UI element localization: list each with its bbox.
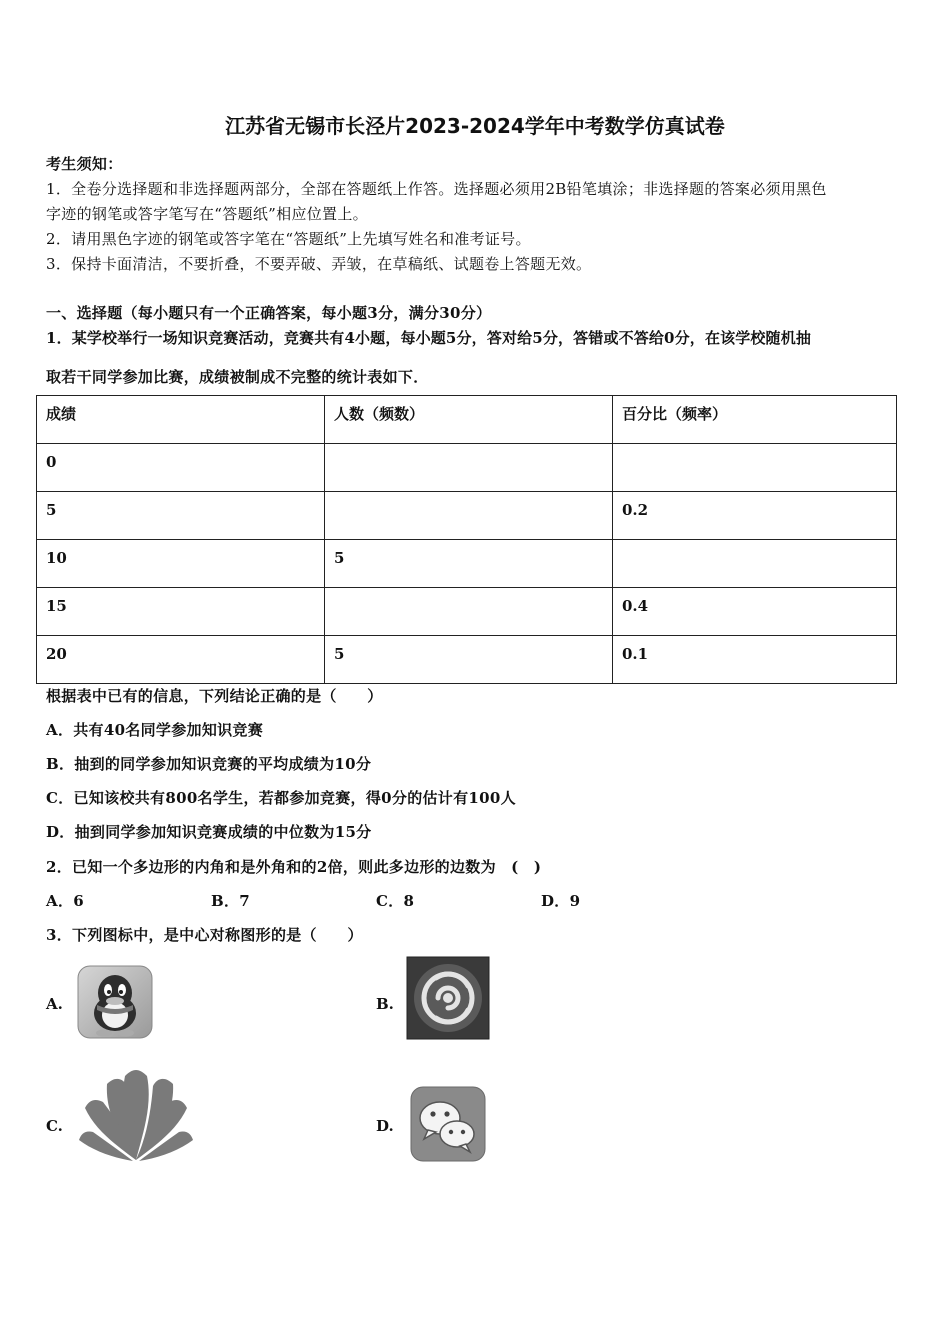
table-cell: 10 — [37, 540, 325, 588]
table-header-cell: 成绩 — [37, 396, 325, 444]
question-3-label-b: B. — [376, 995, 394, 1013]
table-cell — [325, 588, 613, 636]
question-1-option-b: B．抽到的同学参加知识竞赛的平均成绩为10分 — [46, 755, 372, 773]
question-2-option-b: B．7 — [211, 892, 251, 910]
section-heading: 一、选择题（每小题只有一个正确答案，每小题3分，满分30分） — [46, 304, 492, 322]
table-header-row — [37, 396, 897, 444]
table-cell — [613, 540, 897, 588]
question-1-stem-line-2: 取若干同学参加比赛，成绩被制成不完整的统计表如下． — [46, 368, 429, 386]
table-cell — [325, 492, 613, 540]
table-cell — [613, 444, 897, 492]
table-cell: 0.4 — [613, 588, 897, 636]
table-header-cell: 百分比（频率） — [613, 396, 897, 444]
notice-item-3: 3．保持卡面清洁，不要折叠，不要弄破、弄皱，在草稿纸、试题卷上答题无效。 — [46, 255, 592, 273]
table-row — [37, 492, 897, 540]
penguin-icon — [77, 965, 153, 1043]
chat-bubbles-icon — [410, 1086, 486, 1166]
question-1-option-d: D．抽到同学参加知识竞赛成绩的中位数为15分 — [46, 823, 372, 841]
table-header-cell: 人数（频数） — [325, 396, 613, 444]
table-cell: 5 — [325, 636, 613, 684]
table-row — [37, 444, 897, 492]
question-3-label-c: C. — [46, 1117, 63, 1135]
swirl-icon — [406, 956, 490, 1044]
page-title: 江苏省无锡市长泾片2023-2024学年中考数学仿真试卷 — [225, 114, 725, 138]
notice-item-1-line-2: 字迹的钢笔或答字笔写在“答题纸”相应位置上。 — [46, 205, 368, 223]
table-row — [37, 636, 897, 684]
question-1-prompt: 根据表中已有的信息，下列结论正确的是（ ） — [46, 687, 383, 705]
table-cell: 15 — [37, 588, 325, 636]
table-cell: 0.2 — [613, 492, 897, 540]
table-cell: 5 — [325, 540, 613, 588]
question-1-option-a: A．共有40名同学参加知识竞赛 — [46, 721, 264, 739]
table-cell: 0 — [37, 444, 325, 492]
question-3-label-d: D. — [376, 1117, 394, 1135]
question-1-stem-line-1: 1．某学校举行一场知识竞赛活动，竞赛共有4小题，每小题5分，答对给5分，答错或不答给0分，在该学校随机抽 — [46, 329, 811, 347]
question-2-option-c: C．8 — [376, 892, 415, 910]
question-1-option-c: C．已知该校共有800名学生，若都参加竞赛，得0分的估计有100人 — [46, 789, 516, 807]
question-2-option-a: A．6 — [46, 892, 84, 910]
table-row — [37, 588, 897, 636]
question-2-stem: 2．已知一个多边形的内角和是外角和的2倍，则此多边形的边数为 ( ) — [46, 858, 542, 876]
score-table — [36, 395, 897, 684]
question-3-label-a: A. — [46, 995, 63, 1013]
notice-heading: 考生须知： — [46, 155, 123, 173]
question-2-option-d: D．9 — [541, 892, 581, 910]
table-cell: 20 — [37, 636, 325, 684]
table-row — [37, 540, 897, 588]
flower-petals-icon — [75, 1066, 197, 1166]
table-cell — [325, 444, 613, 492]
table-cell: 5 — [37, 492, 325, 540]
notice-item-1-line-1: 1．全卷分选择题和非选择题两部分，全部在答题纸上作答。选择题必须用2B铅笔填涂；非选择题的答案必须用黑色 — [46, 180, 827, 198]
notice-item-2: 2．请用黑色字迹的钢笔或答字笔在“答题纸”上先填写姓名和准考证号。 — [46, 230, 531, 248]
question-3-stem: 3．下列图标中，是中心对称图形的是（ ） — [46, 926, 363, 944]
table-cell: 0.1 — [613, 636, 897, 684]
